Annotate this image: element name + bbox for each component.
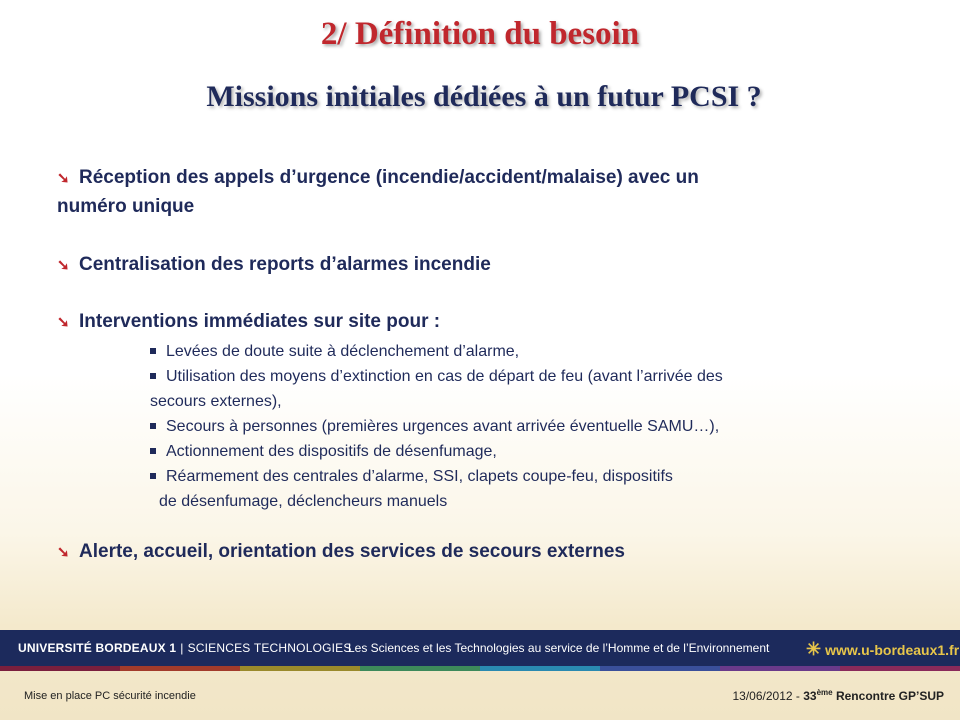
sublist-item-text: Utilisation des moyens d’extinction en cas de départ de feu (avant l’arrivée des (166, 368, 723, 385)
slide-subtitle: Missions initiales dédiées à un futur PCSI ? (206, 80, 762, 113)
color-strip-segment (840, 666, 960, 671)
banner-tagline: Les Sciences et les Technologies au service de l’Homme et de l’Environnement (348, 641, 770, 655)
footer-left-text: Mise en place PC sécurité incendie (24, 690, 196, 702)
website-link[interactable]: www.u-bordeaux1.fr (825, 642, 960, 658)
double-arrow-down-right-icon: ➘ (57, 314, 70, 331)
list-item-text: Interventions immédiates sur site pour : (79, 311, 441, 332)
banner-university (18, 641, 352, 655)
square-bullet-icon (150, 423, 156, 429)
sublist-item-rearmement (150, 464, 907, 514)
list-item-text: Alerte, accueil, orientation des services de secours externes (79, 541, 625, 562)
double-arrow-down-right-icon: ➘ (57, 170, 70, 187)
double-arrow-down-right-icon: ➘ (57, 544, 70, 561)
faculty-name: SCIENCES TECHNOLOGIES (187, 641, 352, 655)
university-banner (0, 630, 960, 666)
list-item-reception (57, 164, 907, 221)
square-bullet-icon (150, 473, 156, 479)
color-strip-segment (0, 666, 120, 671)
banner-website[interactable] (806, 639, 959, 660)
list-item-centralisation (57, 251, 907, 280)
list-item-text-continued: numéro unique (57, 196, 195, 217)
color-strip-segment (120, 666, 240, 671)
sublist-item-text: Actionnement des dispositifs de désenfumage, (166, 443, 497, 460)
double-arrow-down-right-icon: ➘ (57, 257, 70, 274)
list-item-text: Réception des appels d’urgence (incendie/accident/malaise) avec un (79, 167, 699, 188)
sublist-item-extinction (150, 364, 907, 414)
color-strip-segment (600, 666, 720, 671)
sublist-item-text: Réarmement des centrales d’alarme, SSI, clapets coupe-feu, dispositifs (166, 468, 673, 485)
sublist-item-text-continued: secours externes), (150, 393, 282, 410)
sublist-item-text: Levées de doute suite à déclenchement d’alarme, (166, 343, 520, 360)
footer-event: Rencontre GP’SUP (835, 689, 944, 703)
footer-edition-number: 33 (803, 689, 817, 703)
square-bullet-icon (150, 373, 156, 379)
footer-dash: - (795, 689, 800, 703)
footer-edition-sup: ème (816, 688, 833, 697)
interventions-sublist (150, 339, 907, 514)
sublist-item-desenfumage (150, 439, 907, 464)
sublist-item-text-continued: de désenfumage, déclencheurs manuels (159, 493, 448, 510)
banner-separator: | (180, 641, 184, 655)
footer-right-text (733, 688, 945, 703)
list-item-interventions (57, 308, 907, 337)
content-area (57, 164, 907, 567)
square-bullet-icon (150, 348, 156, 354)
sublist-item-levees (150, 339, 907, 364)
color-strip-segment (360, 666, 480, 671)
asterisk-logo-icon: ✳ (806, 639, 822, 659)
color-strip-segment (720, 666, 840, 671)
list-item-alerte (57, 538, 907, 567)
square-bullet-icon (150, 448, 156, 454)
color-strip-segment (240, 666, 360, 671)
sublist-item-secours (150, 414, 907, 439)
slide-title: 2/ Définition du besoin (320, 16, 640, 52)
footer-date: 13/06/2012 (732, 689, 793, 703)
list-item-text: Centralisation des reports d’alarmes incendie (79, 254, 491, 275)
university-name: UNIVERSITÉ BORDEAUX 1 (18, 641, 177, 655)
sublist-item-text: Secours à personnes (premières urgences avant arrivée éventuelle SAMU…), (166, 418, 720, 435)
color-strip-segment (480, 666, 600, 671)
banner-color-strip (0, 666, 960, 671)
